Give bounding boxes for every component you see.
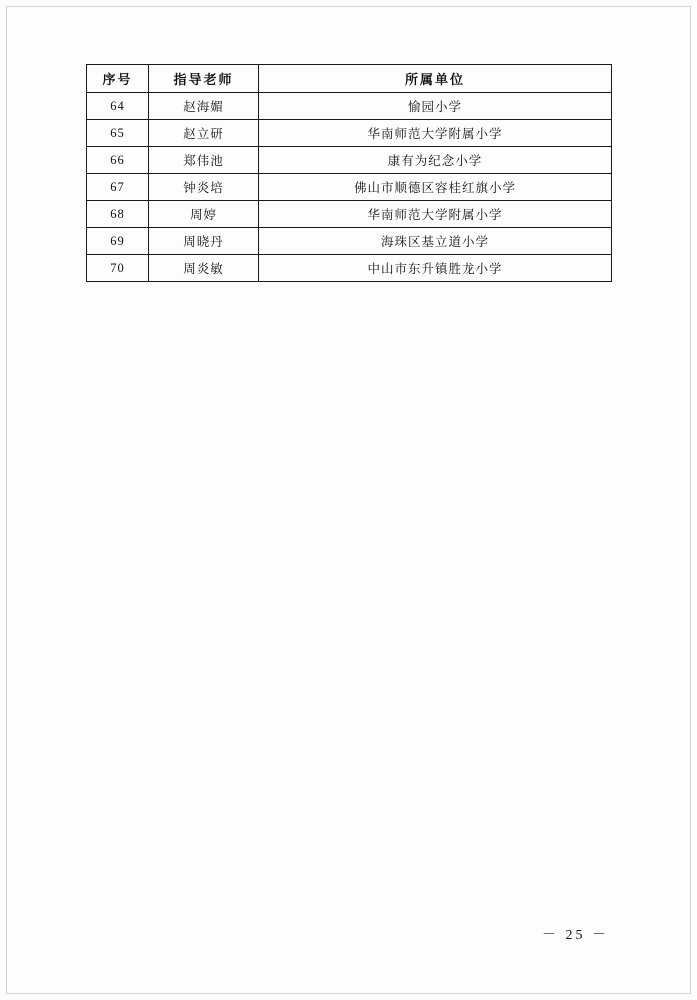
page-number: － 25 － [542,928,609,943]
cell-teacher: 赵立研 [149,120,259,147]
teacher-roster-table [86,64,612,282]
cell-teacher: 郑伟池 [149,147,259,174]
cell-index: 69 [87,228,149,255]
cell-index: 70 [87,255,149,282]
table-row [87,255,612,282]
cell-unit: 海珠区基立道小学 [259,228,612,255]
table-row [87,93,612,120]
cell-index: 64 [87,93,149,120]
cell-teacher: 周炎敏 [149,255,259,282]
column-header-index: 序号 [87,65,149,93]
cell-teacher: 钟炎培 [149,174,259,201]
table-row [87,201,612,228]
table-row [87,120,612,147]
cell-unit: 华南师范大学附属小学 [259,201,612,228]
page-content [86,64,611,282]
table-header-row [87,65,612,93]
column-header-teacher: 指导老师 [149,65,259,93]
table-row [87,147,612,174]
cell-unit: 中山市东升镇胜龙小学 [259,255,612,282]
cell-index: 67 [87,174,149,201]
cell-index: 68 [87,201,149,228]
table-row [87,174,612,201]
cell-unit: 康有为纪念小学 [259,147,612,174]
cell-index: 65 [87,120,149,147]
cell-unit: 佛山市顺德区容桂红旗小学 [259,174,612,201]
cell-index: 66 [87,147,149,174]
column-header-unit: 所属单位 [259,65,612,93]
cell-teacher: 周晓丹 [149,228,259,255]
cell-unit: 愉园小学 [259,93,612,120]
cell-unit: 华南师范大学附属小学 [259,120,612,147]
cell-teacher: 赵海媚 [149,93,259,120]
cell-teacher: 周婷 [149,201,259,228]
table-row [87,228,612,255]
